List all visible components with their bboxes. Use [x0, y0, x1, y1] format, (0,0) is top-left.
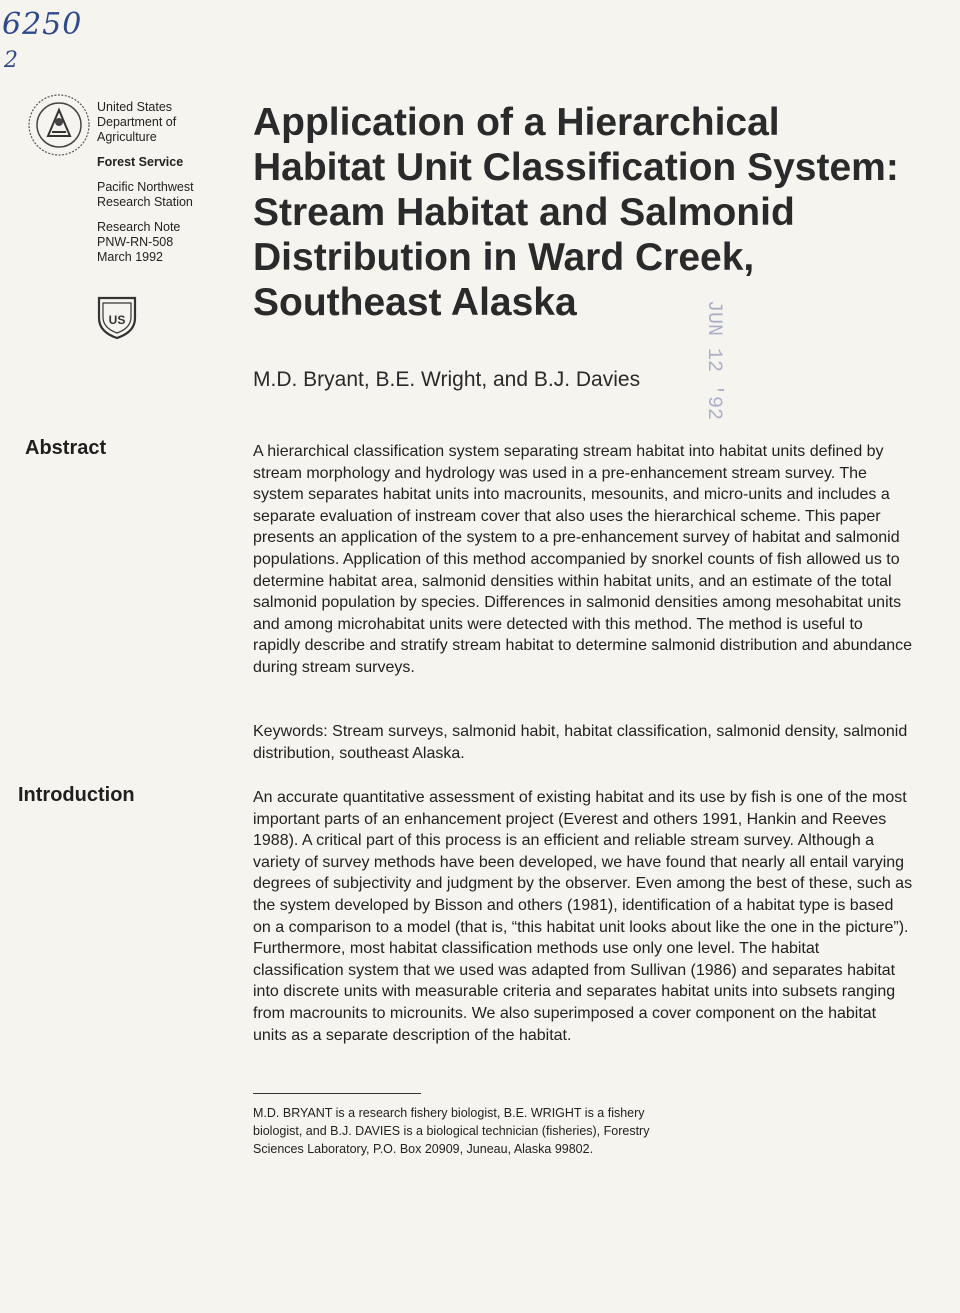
- agency-line-2: Department of: [97, 115, 177, 129]
- station-line-2: Research Station: [97, 195, 193, 209]
- agency-line-3: Agriculture: [97, 130, 157, 144]
- agency-block: [97, 100, 194, 265]
- title-line-3: Stream Habitat and Salmonid: [253, 191, 795, 234]
- research-note-number: PNW-RN-508: [97, 235, 174, 249]
- forest-service: Forest Service: [97, 155, 184, 169]
- keywords: Keywords: Stream surveys, salmonid habit, habitat classification, salmonid density, salmonid distribution, southeast Alaska.: [253, 723, 908, 762]
- footnote-divider: [253, 1093, 421, 1094]
- title-line-4: Distribution in Ward Creek,: [253, 236, 755, 279]
- title-line-1: Application of a Hierarchical: [253, 101, 780, 144]
- handwritten-subnumber: 2: [4, 48, 19, 73]
- authors: M.D. Bryant, B.E. Wright, and B.J. Davies: [253, 368, 641, 391]
- publication-date: March 1992: [97, 250, 164, 264]
- author-footnote: M.D. BRYANT is a research fishery biologist, B.E. WRIGHT is a fishery biologist, and B.J. DAVIES is a biological technician (fisheries), Forestry Sciences Laboratory, P.O. Box 20909, Juneau, Alaska 99802.: [253, 1106, 650, 1156]
- library-date-stamp: JUN 12 '92: [702, 300, 725, 421]
- station-line-1: Pacific Northwest: [97, 180, 194, 194]
- abstract-text: A hierarchical classification system separating stream habitat into habitat units defined by stream morphology and hydrology was used in a pre-enhancement stream survey. The system separates habitat units into macrounits, mesounits, and micro-units and includes a separate evaluation of instream cover that also uses the hierarchical scheme. This paper presents an application of the system to a pre-enhancement survey of habitat and salmonid populations. Application of this method accompanied by snorkel counts of fish allowed us to determine habitat area, salmonid densities within habitat units, and an estimate of the total salmonid population by species. Differences in salmonid densities among mesohabitat units and among microhabitat units were detected with this method. The method is useful to rapidly describe and stratify stream habitat to determine salmonid distribution and abundance during stream surveys.: [253, 443, 913, 676]
- title-line-2: Habitat Unit Classification System:: [253, 146, 899, 189]
- introduction-text: An accurate quantitative assessment of existing habitat and its use by fish is one of the most important parts of an enhancement project (Everest and others 1991, Hankin and Reeves 1988). A critical part of this process is an efficient and reliable stream survey. Although a variety of survey methods have been developed, we have found that nearly all entail varying degrees of subjectivity and judgment by the observer. Even among the best of these, such as the system developed by Bisson and others (1981), identification of a habitat type is based on a comparison to a model (that is, “this habitat unit looks about like the one in the picture”). Furthermore, most habitat classification methods use only one level. The habitat classification system that we used was adapted from Sullivan (1986) and separates habitat into discrete units with measurable criteria and separates habitat units into subsets ranging from macrounits to microunits. We also superimposed a cover component on the habitat units as a separate description of the habitat.: [253, 789, 913, 1044]
- usda-seal-icon: [26, 92, 92, 158]
- introduction-heading: Introduction: [18, 784, 135, 806]
- agency-line-1: United States: [97, 100, 173, 114]
- svg-text:US: US: [108, 313, 126, 327]
- document-title: [253, 100, 933, 325]
- forest-service-shield-icon: [95, 294, 139, 340]
- title-line-5: Southeast Alaska: [253, 281, 577, 324]
- research-note-label: Research Note: [97, 220, 181, 234]
- abstract-heading: Abstract: [25, 437, 107, 459]
- handwritten-number: 6250: [2, 7, 83, 42]
